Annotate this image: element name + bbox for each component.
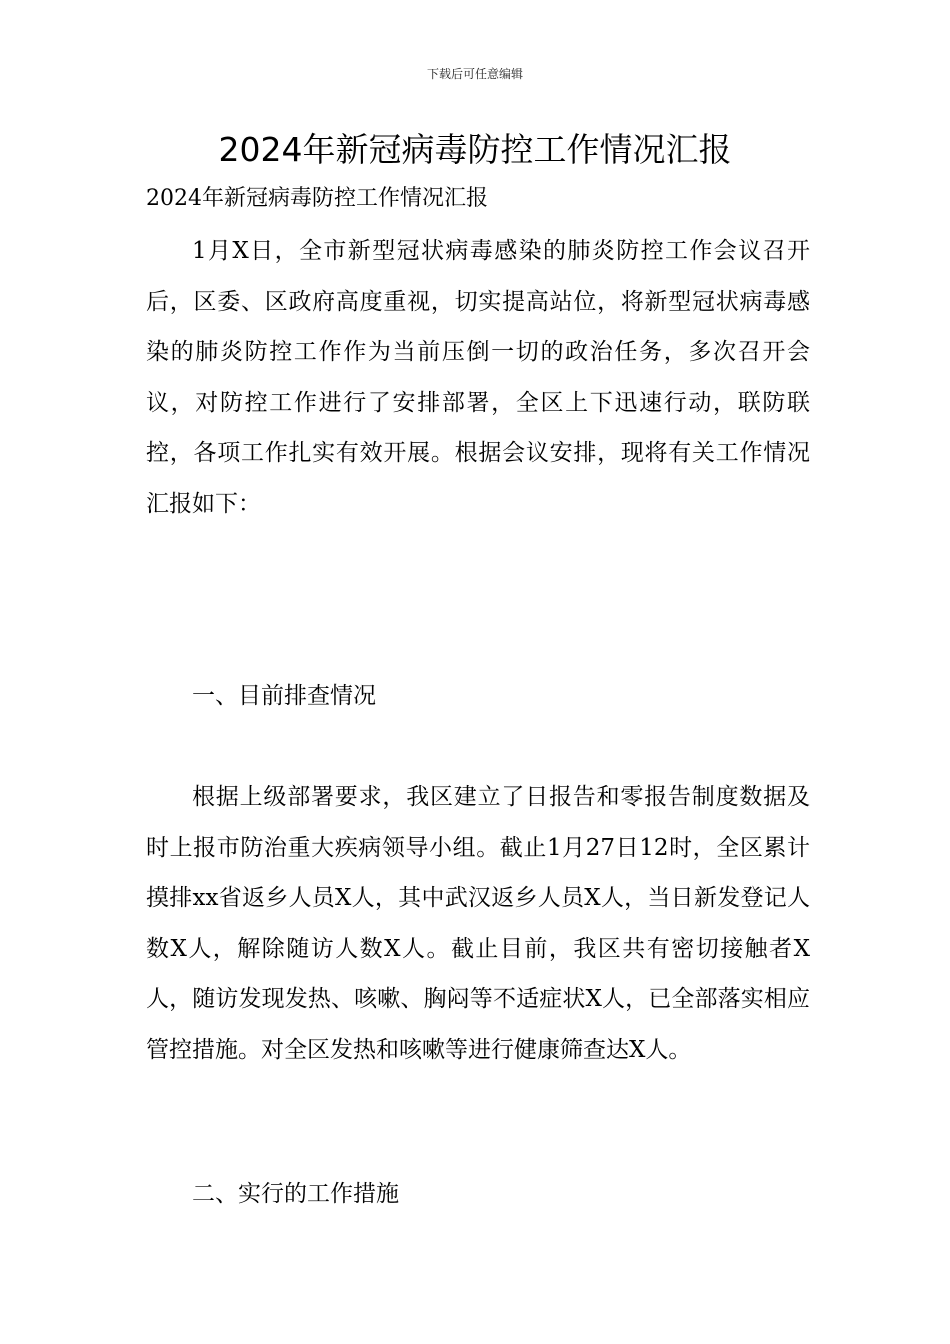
section-heading-2: 二、实行的工作措施	[192, 1181, 399, 1207]
document-subtitle: 2024年新冠病毒防控工作情况汇报	[146, 186, 488, 211]
document-title: 2024年新冠病毒防控工作情况汇报	[218, 130, 732, 169]
intro-paragraph: 1月X日，全市新型冠状病毒感染的肺炎防控工作会议召开后，区委、区政府高度重视，切实提高站位，将新型冠状病毒感染的肺炎防控工作作为当前压倒一切的政治任务，多次召开会议，对防控工作进行了安排部署，全区上下迅速行动，联防联控，各项工作扎实有效开展。根据会议安排，现将有关工作情况汇报如下：	[146, 238, 810, 517]
section-body-1: 根据上级部署要求，我区建立了日报告和零报告制度数据及时上报市防治重大疾病领导小组。截止1月27日12时，全区累计摸排xx省返乡人员X人，其中武汉返乡人员X人，当日新发登记人数X人，解除随访人数X人。截止目前，我区共有密切接触者X人，随访发现发热、咳嗽、胸闷等不适症状X人，已全部落实相应管控措施。对全区发热和咳嗽等进行健康筛查达X人。	[146, 784, 810, 1063]
header-note: 下载后可任意编辑	[426, 67, 523, 81]
section-heading-1: 一、目前排查情况	[192, 683, 376, 709]
